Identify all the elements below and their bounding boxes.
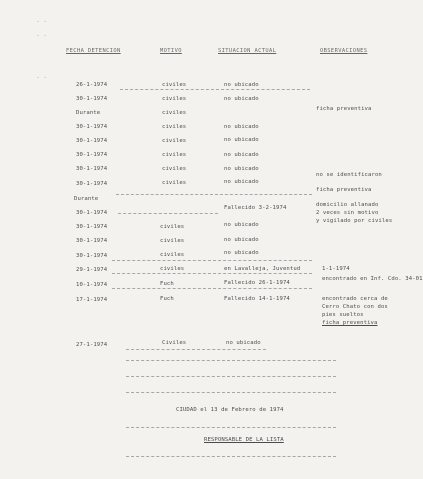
row-date: 17-1-1974 — [76, 297, 108, 303]
row-motivo: civiles — [160, 238, 185, 244]
row-observacion: 2 veces sin motivo — [316, 210, 379, 216]
row-situacion: no ubicado — [224, 137, 259, 143]
row-motivo: Civiles — [162, 340, 187, 346]
row-observacion: domicilio allanado — [316, 202, 379, 208]
row-observacion: Cerro Chato con dos — [322, 304, 388, 310]
row-observacion: ficha preventiva — [316, 187, 372, 193]
header-situacion: SITUACION ACTUAL — [218, 48, 277, 54]
row-date: Durante — [74, 196, 99, 202]
row-motivo: civiles — [162, 166, 187, 172]
row-situacion: Fallecido 26-1-1974 — [224, 280, 290, 286]
row-motivo: civiles — [160, 266, 185, 272]
row-observacion: ficha preventiva — [316, 106, 372, 112]
row-situacion: no ubicado — [224, 166, 259, 172]
row-date: 30-1-1974 — [76, 224, 108, 230]
row-date: 29-1-1974 — [76, 267, 108, 273]
blank-line — [126, 427, 336, 428]
row-situacion: no ubicado — [224, 222, 259, 228]
row-date: 30-1-1974 — [76, 210, 108, 216]
row-date: 30-1-1974 — [76, 166, 108, 172]
row-date: 30-1-1974 — [76, 152, 108, 158]
header-observaciones: OBSERVACIONES — [320, 48, 368, 54]
row-observacion: y vigilado por civiles — [316, 218, 393, 224]
row-observacion: pies sueltos — [322, 312, 364, 318]
row-situacion: no ubicado — [224, 179, 259, 185]
row-date: Durante — [76, 110, 101, 116]
blank-line — [126, 360, 336, 361]
blank-line — [126, 392, 336, 393]
row-motivo: civiles — [160, 252, 185, 258]
margin-tick-marks: - - - - - - — [36, 18, 47, 81]
row-motivo: Fuch — [160, 296, 174, 302]
header-fecha: FECHA DETENCION — [66, 48, 121, 54]
row-date: 30-1-1974 — [76, 181, 108, 187]
row-situacion: no ubicado — [224, 124, 259, 130]
row-motivo: civiles — [162, 138, 187, 144]
header-motivo: MOTIVO — [160, 48, 182, 54]
row-situacion: no ubicado — [224, 96, 259, 102]
footer-place-date: CIUDAD el 13 de Febrero de 1974 — [176, 407, 284, 413]
row-date: 10-1-1974 — [76, 282, 108, 288]
row-motivo: civiles — [162, 82, 187, 88]
row-situacion: no ubicado — [224, 82, 259, 88]
footer-signature-line: RESPONSABLE DE LA LISTA — [204, 437, 284, 443]
row-motivo: civiles — [162, 124, 187, 130]
row-divider — [116, 194, 312, 195]
row-date: 30-1-1974 — [76, 96, 108, 102]
row-observacion: ficha preventiva — [322, 320, 378, 326]
blank-line — [126, 376, 336, 377]
row-date: 27-1-1974 — [76, 342, 108, 348]
row-motivo: civiles — [162, 152, 187, 158]
row-situacion: Fallecido 3-2-1974 — [224, 205, 287, 211]
row-observacion: encontrado en Inf. Cdo. 34-01 — [322, 276, 423, 282]
row-motivo: Fuch — [160, 281, 174, 287]
row-observacion: 1-1-1974 — [322, 266, 350, 272]
row-observacion: no se identificaron — [316, 172, 382, 178]
row-date: 30-1-1974 — [76, 253, 108, 259]
row-situacion: Fallecido 14-1-1974 — [224, 296, 290, 302]
row-situacion: no ubicado — [224, 152, 259, 158]
row-divider — [126, 349, 266, 350]
row-situacion: no ubicado — [226, 340, 261, 346]
row-situacion: no ubicado — [224, 250, 259, 256]
row-date: 30-1-1974 — [76, 124, 108, 130]
row-divider — [118, 213, 218, 214]
row-divider — [112, 273, 312, 274]
row-motivo: civiles — [160, 224, 185, 230]
row-divider — [112, 288, 312, 289]
row-date: 26-1-1974 — [76, 82, 108, 88]
row-motivo: civiles — [162, 96, 187, 102]
row-date: 30-1-1974 — [76, 138, 108, 144]
row-observacion: encontrado cerca de — [322, 296, 388, 302]
row-motivo: civiles — [162, 180, 187, 186]
row-situacion: en Lavalleja, Juventud — [224, 266, 301, 272]
row-divider — [120, 89, 310, 90]
row-motivo: civiles — [162, 110, 187, 116]
row-divider — [112, 260, 312, 261]
blank-line — [126, 456, 336, 457]
row-date: 30-1-1974 — [76, 238, 108, 244]
row-situacion: no ubicado — [224, 237, 259, 243]
